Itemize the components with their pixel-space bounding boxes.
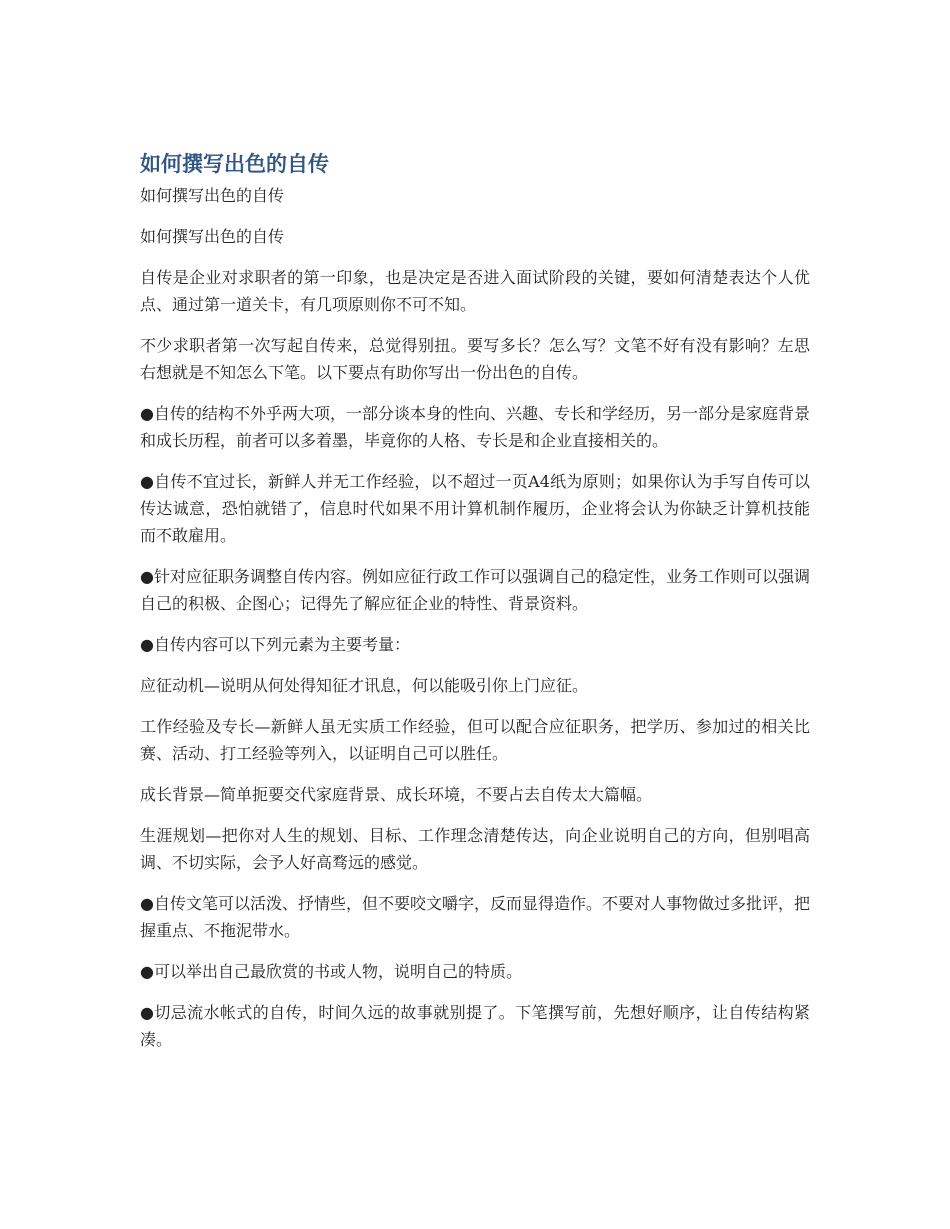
bullet-paragraph: ●自传的结构不外乎两大项，一部分谈本身的性向、兴趣、专长和学经历，另一部分是家庭背景和成长历程，前者可以多着墨，毕竟你的人格、专长是和企业直接相关的。 xyxy=(140,404,810,450)
bullet-paragraph: ●自传不宜过长，新鲜人并无工作经验，以不超过一页A4纸为原则；如果你认为手写自传可以传达诚意，恐怕就错了，信息时代如果不用计算机制作履历，企业将会认为你缺乏计算机技能而不敢雇用。 xyxy=(140,472,810,545)
document-body xyxy=(140,150,810,1067)
bullet-paragraph: ●切忌流水帐式的自传，时间久远的故事就别提了。下笔撰写前，先想好顺序，让自传结构紧凑。 xyxy=(140,1003,810,1049)
paragraph: 生涯规划—把你对人生的规划、目标、工作理念清楚传达，向企业说明自己的方向，但别唱高调、不切实际，会予人好高骛远的感觉。 xyxy=(140,826,810,872)
paragraph: 应征动机—说明从何处得知征才讯息，何以能吸引你上门应征。 xyxy=(140,676,589,695)
bullet-paragraph: ●可以举出自己最欣赏的书或人物，说明自己的特质。 xyxy=(140,962,522,981)
paragraph: 工作经验及专长—新鲜人虽无实质工作经验，但可以配合应征职务，把学历、参加过的相关比赛、活动、打工经验等列入，以证明自己可以胜任。 xyxy=(140,717,810,763)
document-title: 如何撰写出色的自传 xyxy=(140,152,329,176)
bullet-paragraph: ●自传文笔可以活泼、抒情些，但不要咬文嚼字，反而显得造作。不要对人事物做过多批评，把握重点、不拖泥带水。 xyxy=(140,894,810,940)
paragraph: 自传是企业对求职者的第一印象，也是决定是否进入面试阶段的关键，要如何清楚表达个人优点、通过第一道关卡，有几项原则你不可不知。 xyxy=(140,268,810,314)
paragraph: 成长背景—简单扼要交代家庭背景、成长环境，不要占去自传太大篇幅。 xyxy=(140,785,653,804)
bullet-paragraph: ●自传内容可以下列元素为主要考量： xyxy=(140,635,410,654)
paragraph: 如何撰写出色的自传 xyxy=(140,186,285,205)
bullet-paragraph: ●针对应征职务调整自传内容。例如应征行政工作可以强调自己的稳定性，业务工作则可以强调自己的积极、企图心；记得先了解应征企业的特性、背景资料。 xyxy=(140,567,810,613)
paragraph: 不少求职者第一次写起自传来，总觉得别扭。要写多长？怎么写？文笔不好有没有影响？左思右想就是不知怎么下笔。以下要点有助你写出一份出色的自传。 xyxy=(140,336,810,382)
paragraph: 如何撰写出色的自传 xyxy=(140,227,285,246)
